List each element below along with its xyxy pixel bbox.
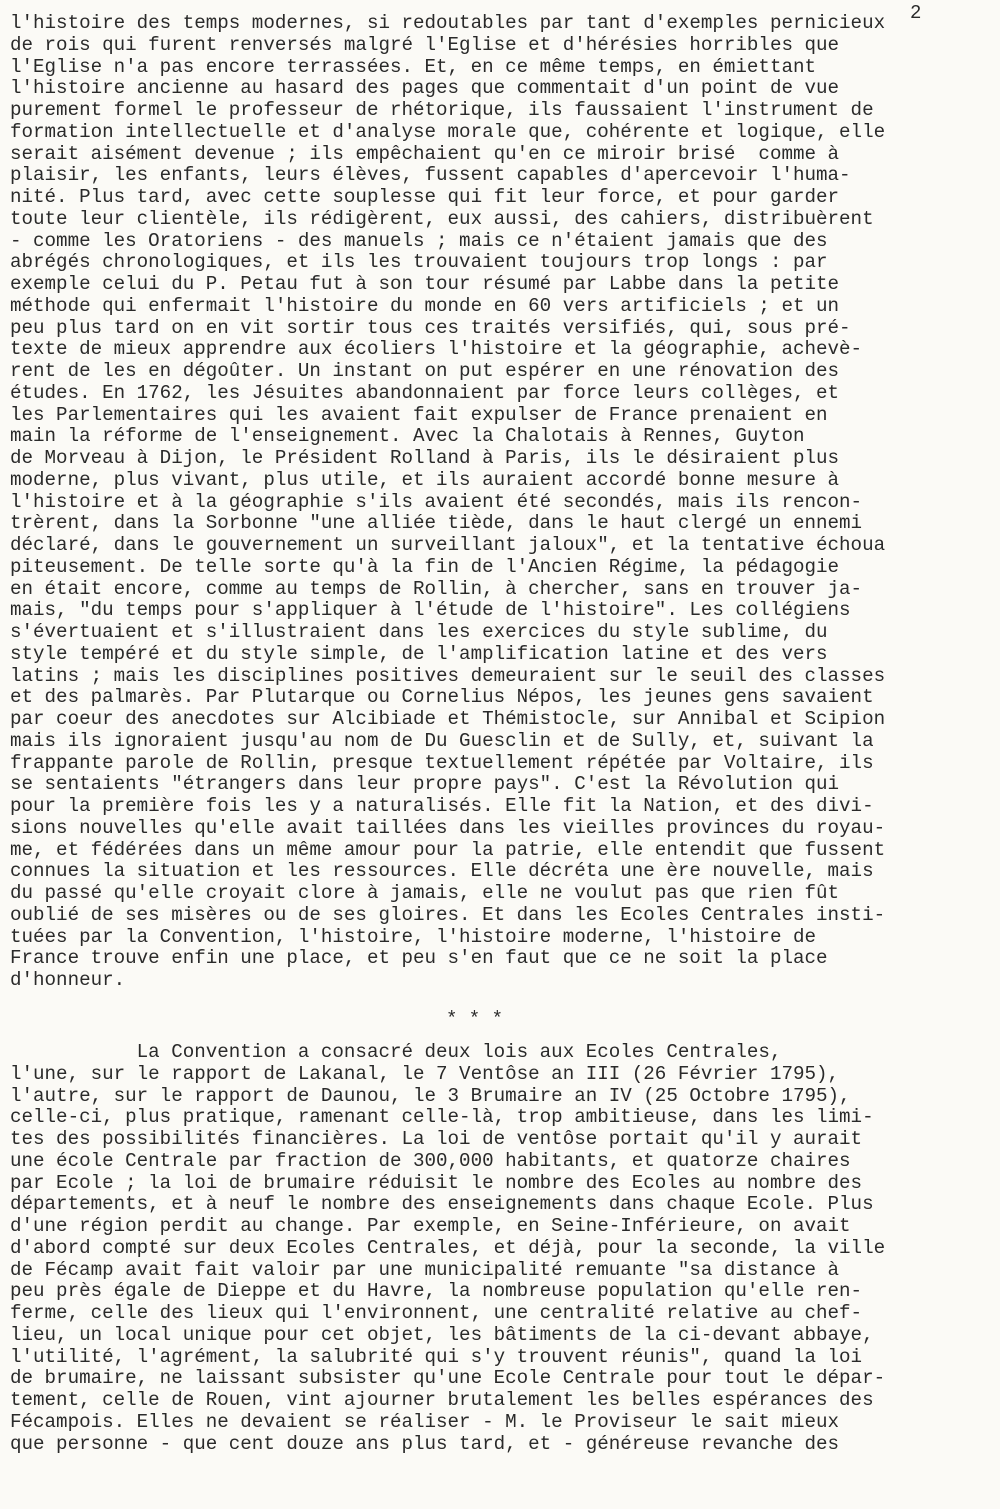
- text-line: en était encore, comme au temps de Rollin, à chercher, sans en trouver ja-: [10, 577, 863, 600]
- text-line: plaisir, les enfants, leurs élèves, fussent capables d'apercevoir l'huma-: [10, 164, 851, 187]
- text-line: et des palmarès. Par Plutarque ou Cornelius Népos, les jeunes gens savaient: [10, 686, 874, 709]
- text-line: serait aisément devenue ; ils empêchaient qu'en ce miroir brisé comme à: [10, 142, 840, 165]
- section-separator: * * *: [446, 1008, 504, 1030]
- text-line: Fécampois. Elles ne devaient se réaliser - M. le Proviseur le sait mieux: [10, 1410, 840, 1433]
- text-line: l'Eglise n'a pas encore terrassées. Et, en ce même temps, en émiettant: [10, 55, 817, 78]
- text-line: nité. Plus tard, avec cette souplesse qui fit leur force, et pour garder: [10, 186, 840, 208]
- text-line: toute leur clientèle, ils rédigèrent, eux aussi, des cahiers, distribuèrent: [10, 207, 874, 230]
- text-line: - comme les Oratoriens - des manuels ; mais ce n'étaient jamais que des: [10, 229, 828, 252]
- text-line: les Parlementaires qui les avaient fait expulser de France prenaient en: [10, 403, 828, 426]
- text-line: l'histoire et à la géographie s'ils avaient été secondés, mais ils rencon-: [10, 490, 863, 513]
- text-line: celle-ci, plus pratique, ramenant celle-là, trop ambitieuse, dans les limi-: [10, 1106, 874, 1129]
- text-line: de Morveau à Dijon, le Président Rolland à Paris, ils le désiraient plus: [10, 447, 840, 469]
- text-line: oublié de ses misères ou de ses gloires. Et dans les Ecoles Centrales insti-: [10, 903, 886, 926]
- text-line: tement, celle de Rouen, vint ajourner brutalement les belles espérances des: [10, 1389, 874, 1411]
- text-line: d'abord compté sur deux Ecoles Centrales, et déjà, pour la seconde, la ville: [10, 1236, 886, 1259]
- text-line: main la réforme de l'enseignement. Avec la Chalotais à Rennes, Guyton: [10, 425, 805, 448]
- text-line: lieu, un local unique pour cet objet, les bâtiments de la ci-devant abbaye,: [10, 1323, 874, 1346]
- text-line: l'utilité, l'agrément, la salubrité qui s'y trouvent réunis", quand la loi: [10, 1345, 863, 1368]
- paragraph-block-1: [10, 13, 885, 992]
- text-line: peu près égale de Dieppe et du Havre, la nombreuse population qu'elle ren-: [10, 1280, 863, 1303]
- page-number: 2: [910, 2, 922, 24]
- text-line: de rois qui furent renversés malgré l'Eglise et d'hérésies horribles que: [10, 33, 840, 56]
- text-line: déclaré, dans le gouvernement un surveillant jaloux", et la tentative échoua: [10, 534, 886, 556]
- text-line: s'évertuaient et s'illustraient dans les exercices du style sublime, du: [10, 621, 828, 643]
- text-line: de brumaire, ne laissant subsister qu'une Ecole Centrale pour tout le dépar-: [10, 1367, 886, 1390]
- text-line: France trouve enfin une place, et peu s'en faut que ce ne soit la place: [10, 947, 828, 970]
- text-line: l'autre, sur le rapport de Daunou, le 3 Brumaire an IV (25 Octobre 1795),: [10, 1084, 851, 1107]
- text-line: de Fécamp avait fait valoir par une municipalité remuante "sa distance à: [10, 1258, 840, 1281]
- text-line: piteusement. De telle sorte qu'à la fin de l'Ancien Régime, la pédagogie: [10, 555, 840, 578]
- text-line: trèrent, dans la Sorbonne "une alliée tiède, dans le haut clergé un ennemi: [10, 512, 863, 535]
- text-line: texte de mieux apprendre aux écoliers l'histoire et la géographie, achevè-: [10, 338, 863, 361]
- text-line: tuées par la Convention, l'histoire, l'histoire moderne, l'histoire de: [10, 925, 817, 948]
- text-line: par coeur des anecdotes sur Alcibiade et Thémistocle, sur Annibal et Scipion: [10, 708, 886, 730]
- text-line: d'honneur.: [10, 969, 126, 991]
- text-line: études. En 1762, les Jésuites abandonnaient par force leurs collèges, et: [10, 381, 840, 404]
- text-line: latins ; mais les disciplines positives demeuraient sur le seuil des classes: [10, 664, 886, 687]
- text-line: purement formel le professeur de rhétorique, ils faussaient l'instrument de: [10, 99, 874, 121]
- text-line: abrégés chronologiques, et ils les trouvaient toujours trop longs : par: [10, 251, 828, 274]
- text-line: La Convention a consacré deux lois aux Ecoles Centrales,: [10, 1041, 782, 1063]
- text-line: tes des possibilités financières. La loi de ventôse portait qu'il y aurait: [10, 1128, 863, 1150]
- text-line: connues la situation et les ressources. Elle décréta une ère nouvelle, mais: [10, 860, 874, 883]
- text-line: moderne, plus vivant, plus utile, et ils auraient accordé bonne mesure à: [10, 468, 840, 491]
- text-line: exemple celui du P. Petau fut à son tour résumé par Labbe dans la petite: [10, 273, 840, 295]
- paragraph-block-2: [10, 1042, 885, 1455]
- text-line: style tempéré et du style simple, de l'amplification latine et des vers: [10, 642, 828, 665]
- text-line: peu plus tard on en vit sortir tous ces traités versifiés, qui, sous pré-: [10, 316, 851, 339]
- text-line: mais, "du temps pour s'appliquer à l'étude de l'histoire". Les collégiens: [10, 599, 851, 622]
- text-line: se sentaients "étrangers dans leur propre pays". C'est la Révolution qui: [10, 773, 840, 796]
- text-line: formation intellectuelle et d'analyse morale que, cohérente et logique, elle: [10, 120, 886, 143]
- text-line: ferme, celle des lieux qui l'environnent, une centralité relative au chef-: [10, 1302, 863, 1324]
- text-line: une école Centrale par fraction de 300,000 habitants, et quatorze chaires: [10, 1149, 851, 1172]
- text-line: l'histoire des temps modernes, si redoutables par tant d'exemples pernicieux: [10, 12, 886, 34]
- text-line: pour la première fois les y a naturalisés. Elle fit la Nation, et des divi-: [10, 795, 874, 817]
- text-line: sions nouvelles qu'elle avait taillées dans les vieilles provinces du royau-: [10, 816, 886, 839]
- text-line: départements, et à neuf le nombre des enseignements dans chaque Ecole. Plus: [10, 1193, 874, 1216]
- text-line: frappante parole de Rollin, presque textuellement répétée par Voltaire, ils: [10, 751, 874, 774]
- text-line: du passé qu'elle croyait clore à jamais, elle ne voulut pas que rien fût: [10, 882, 840, 904]
- text-line: rent de les en dégoûter. Un instant on put espérer en une rénovation des: [10, 360, 840, 382]
- text-line: l'histoire ancienne au hasard des pages que commentait d'un point de vue: [10, 77, 840, 100]
- text-line: l'une, sur le rapport de Lakanal, le 7 Ventôse an III (26 Février 1795),: [10, 1062, 840, 1085]
- text-line: mais ils ignoraient jusqu'au nom de Du Guesclin et de Sully, et, suivant la: [10, 729, 874, 752]
- text-line: par Ecole ; la loi de brumaire réduisit le nombre des Ecoles au nombre des: [10, 1171, 863, 1194]
- text-line: méthode qui enfermait l'histoire du monde en 60 vers artificiels ; et un: [10, 294, 840, 317]
- text-line: que personne - que cent douze ans plus tard, et - généreuse revanche des: [10, 1432, 840, 1455]
- text-line: me, et fédérées dans un même amour pour la patrie, elle entendit que fussent: [10, 838, 886, 861]
- text-line: d'une région perdit au change. Par exemple, en Seine-Inférieure, on avait: [10, 1215, 851, 1237]
